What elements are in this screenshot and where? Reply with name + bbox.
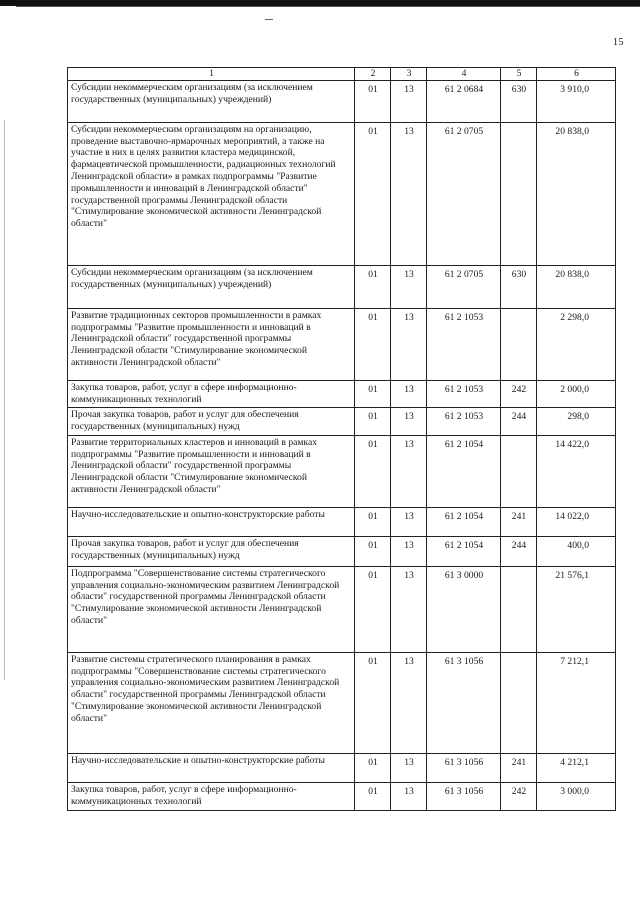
row-name: Научно-исследовательские и опытно-конструкторские работы [68, 507, 355, 536]
row-subsection: 13 [391, 380, 427, 407]
column-header: 1 [68, 68, 355, 81]
column-header: 6 [537, 68, 616, 81]
row-name: Развитие системы стратегического планирования в рамках подпрограммы "Совершенствование системы стратегического управления социально-экономическим развитием Ленинградской области" государственной программы Ленинградской области "Стимулирование экономической активности Ленинградской области" [68, 652, 355, 753]
row-target-article: 61 2 1054 [427, 536, 501, 566]
row-amount: 7 212,1 [537, 652, 616, 753]
table-row [68, 265, 616, 308]
table-row [68, 507, 616, 536]
row-target-article: 61 2 0684 [427, 80, 501, 122]
row-name: Субсидии некоммерческим организациям (за исключением государственных (муниципальных) учреждений) [68, 265, 355, 308]
table-row [68, 380, 616, 407]
row-amount: 4 212,1 [537, 753, 616, 782]
column-header: 5 [501, 68, 537, 81]
row-amount: 20 838,0 [537, 122, 616, 265]
row-expense-type: 630 [501, 80, 537, 122]
page-number: 15 [613, 37, 624, 48]
row-expense-type: 241 [501, 753, 537, 782]
row-expense-type [501, 566, 537, 652]
row-target-article: 61 2 1054 [427, 435, 501, 507]
row-section: 01 [355, 536, 391, 566]
table-row [68, 753, 616, 782]
row-amount: 3 000,0 [537, 782, 616, 810]
row-name: Развитие традиционных секторов промышленности в рамках подпрограммы "Развитие промышленности и инноваций в Ленинградской области" государственной программы Ленинградской области "Стимулирование экономической активности Ленинградской области" [68, 308, 355, 380]
row-section: 01 [355, 122, 391, 265]
row-target-article: 61 3 0000 [427, 566, 501, 652]
row-amount: 20 838,0 [537, 265, 616, 308]
row-expense-type [501, 308, 537, 380]
column-header: 3 [391, 68, 427, 81]
row-expense-type: 244 [501, 536, 537, 566]
row-name: Научно-исследовательские и опытно-конструкторские работы [68, 753, 355, 782]
row-name: Развитие территориальных кластеров и инноваций в рамках подпрограммы "Развитие промышленности и инноваций в Ленинградской области" государственной программы Ленинградской области "Стимулирование экономической активности Ленинградской области" [68, 435, 355, 507]
row-subsection: 13 [391, 753, 427, 782]
row-amount: 21 576,1 [537, 566, 616, 652]
row-section: 01 [355, 407, 391, 435]
row-subsection: 13 [391, 435, 427, 507]
column-header: 2 [355, 68, 391, 81]
row-target-article: 61 2 1053 [427, 380, 501, 407]
row-subsection: 13 [391, 407, 427, 435]
row-target-article: 61 2 1053 [427, 407, 501, 435]
row-amount: 298,0 [537, 407, 616, 435]
row-section: 01 [355, 435, 391, 507]
table-row [68, 536, 616, 566]
row-target-article: 61 3 1056 [427, 652, 501, 753]
row-name: Закупка товаров, работ, услуг в сфере информационно-коммуникационных технологий [68, 782, 355, 810]
row-target-article: 61 3 1056 [427, 782, 501, 810]
row-section: 01 [355, 308, 391, 380]
row-section: 01 [355, 265, 391, 308]
row-amount: 2 000,0 [537, 380, 616, 407]
row-amount: 2 298,0 [537, 308, 616, 380]
row-subsection: 13 [391, 652, 427, 753]
table-row [68, 122, 616, 265]
row-amount: 3 910,0 [537, 80, 616, 122]
row-subsection: 13 [391, 265, 427, 308]
row-amount: 14 422,0 [537, 435, 616, 507]
column-header: 4 [427, 68, 501, 81]
table-row [68, 652, 616, 753]
row-subsection: 13 [391, 566, 427, 652]
table-row [68, 407, 616, 435]
row-target-article: 61 2 1054 [427, 507, 501, 536]
row-target-article: 61 2 1053 [427, 308, 501, 380]
row-section: 01 [355, 507, 391, 536]
table-header-row [68, 68, 616, 81]
row-amount: 400,0 [537, 536, 616, 566]
row-section: 01 [355, 652, 391, 753]
row-expense-type: 241 [501, 507, 537, 536]
row-amount: 14 022,0 [537, 507, 616, 536]
scan-top-edge-line [16, 6, 640, 7]
table-row [68, 566, 616, 652]
row-expense-type [501, 435, 537, 507]
row-target-article: 61 3 1056 [427, 753, 501, 782]
row-section: 01 [355, 782, 391, 810]
budget-table [67, 67, 616, 811]
scan-mark [265, 19, 273, 20]
row-name: Прочая закупка товаров, работ и услуг для обеспечения государственных (муниципальных) нужд [68, 536, 355, 566]
row-name: Субсидии некоммерческим организациям (за исключением государственных (муниципальных) учреждений) [68, 80, 355, 122]
table-row [68, 80, 616, 122]
row-expense-type: 242 [501, 380, 537, 407]
row-name: Подпрограмма "Совершенствование системы стратегического управления социально-экономическим развитием Ленинградской области" государственной программы Ленинградской области "Стимулирование экономической активности Ленинградской области" [68, 566, 355, 652]
row-section: 01 [355, 753, 391, 782]
table-row [68, 308, 616, 380]
row-name: Субсидии некоммерческим организациям на организацию, проведение выставочно-ярмарочных мероприятий, а также на участие в них в целях развития кластера медицинской, фармацевтической промышленности, радиационных технологий Ленинградской области» в рамках подпрограммы "Развитие промышленности и инноваций в Ленинградской области" государственной программы Ленинградской области "Стимулирование экономической активности Ленинградской области" [68, 122, 355, 265]
row-name: Прочая закупка товаров, работ и услуг для обеспечения государственных (муниципальных) нужд [68, 407, 355, 435]
row-expense-type: 242 [501, 782, 537, 810]
row-subsection: 13 [391, 122, 427, 265]
row-expense-type [501, 122, 537, 265]
row-section: 01 [355, 566, 391, 652]
table-row [68, 782, 616, 810]
row-name: Закупка товаров, работ, услуг в сфере информационно-коммуникационных технологий [68, 380, 355, 407]
row-target-article: 61 2 0705 [427, 122, 501, 265]
row-subsection: 13 [391, 80, 427, 122]
row-subsection: 13 [391, 308, 427, 380]
row-subsection: 13 [391, 507, 427, 536]
scan-left-edge [4, 120, 5, 680]
row-subsection: 13 [391, 782, 427, 810]
table-row [68, 435, 616, 507]
row-expense-type: 244 [501, 407, 537, 435]
row-target-article: 61 2 0705 [427, 265, 501, 308]
row-subsection: 13 [391, 536, 427, 566]
row-section: 01 [355, 380, 391, 407]
row-section: 01 [355, 80, 391, 122]
row-expense-type [501, 652, 537, 753]
row-expense-type: 630 [501, 265, 537, 308]
